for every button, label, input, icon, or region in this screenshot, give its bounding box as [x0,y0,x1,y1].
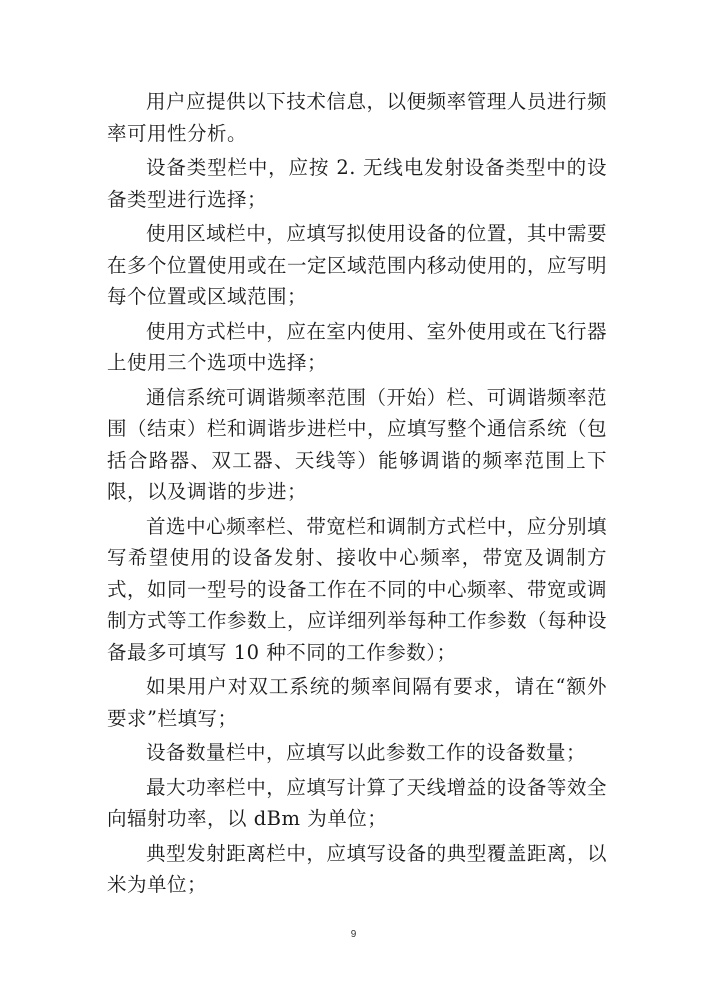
paragraph-duplex-spacing: 如果用户对双工系统的频率间隔有要求，请在“额外要求”栏填写； [107,675,607,730]
paragraph-device-type: 设备类型栏中，应按 2. 无线电发射设备类型中的设备类型进行选择； [107,156,607,211]
paragraph-max-power: 最大功率栏中，应填写计算了天线增益的设备等效全向辐射功率，以 dBm 为单位； [107,775,607,830]
paragraph-usage-area: 使用区域栏中，应填写拟使用设备的位置，其中需要在多个位置使用或在一定区域范围内移动使用的，应写明每个位置或区域范围； [107,222,608,308]
paragraph-transmit-distance: 典型发射距离栏中，应填写设备的典型覆盖距离，以米为单位； [107,841,607,896]
page-number: 9 [350,929,357,940]
paragraph-center-frequency: 首选中心频率栏、带宽栏和调制方式栏中，应分别填写希望使用的设备发射、接收中心频率，带宽及调制方式，如同一型号的设备工作在不同的中心频率、带宽或调制方式等工作参数上，应详细列举每种工作参数（每种设备最多可填写 10 种不同的工作参数）； [107,514,608,664]
document-body [107,86,607,904]
paragraph-usage-mode: 使用方式栏中，应在室内使用、室外使用或在飞行器上使用三个选项中选择； [107,319,607,374]
paragraph-device-quantity: 设备数量栏中，应填写以此参数工作的设备数量； [146,741,587,764]
paragraph-technical-info: 用户应提供以下技术信息，以便频率管理人员进行频率可用性分析。 [107,90,607,145]
paragraph-tunable-range: 通信系统可调谐频率范围（开始）栏、可调谐频率范围（结束）栏和调谐步进栏中，应填写整个通信系统（包括合路器、双工器、天线等）能够调谐的频率范围上下限，以及调谐的步进； [107,385,608,503]
